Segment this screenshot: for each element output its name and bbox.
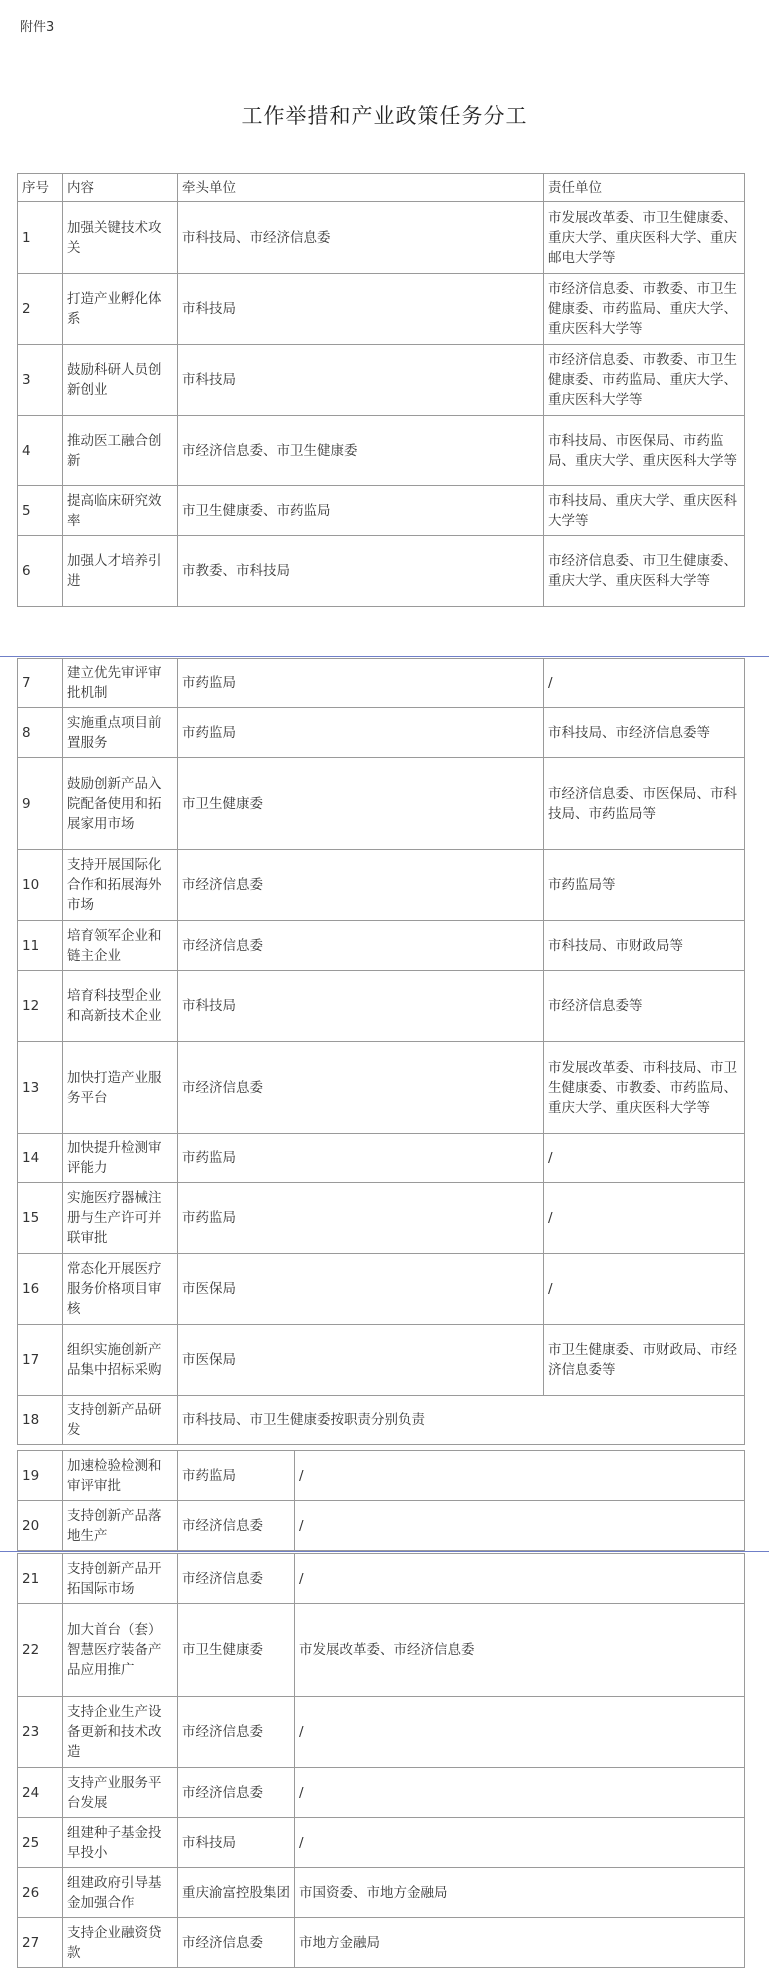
row-resp: 市经济信息委、市教委、市卫生健康委、市药监局、重庆大学、重庆医科大学等 [544, 345, 745, 416]
row-lead: 重庆渝富控股集团 [178, 1868, 295, 1918]
table-row [18, 536, 745, 607]
table-row [18, 486, 745, 536]
row-lead: 市经济信息委 [178, 1918, 295, 1968]
row-lead: 市科技局 [178, 274, 544, 345]
table-row [18, 1042, 745, 1134]
row-content: 常态化开展医疗服务价格项目审核 [63, 1254, 178, 1325]
row-resp: 市国资委、市地方金融局 [295, 1868, 745, 1918]
row-resp: / [544, 1183, 745, 1254]
table-row [18, 416, 745, 486]
row-lead: 市经济信息委 [178, 850, 544, 921]
row-no: 23 [18, 1697, 63, 1768]
row-lead: 市药监局 [178, 659, 544, 708]
table-header-row [18, 174, 745, 202]
row-resp: / [295, 1554, 745, 1604]
row-lead: 市经济信息委 [178, 1042, 544, 1134]
row-lead: 市经济信息委 [178, 921, 544, 971]
row-resp: 市药监局等 [544, 850, 745, 921]
row-resp: 市经济信息委、市医保局、市科技局、市药监局等 [544, 758, 745, 850]
row-content: 实施医疗器械注册与生产许可并联审批 [63, 1183, 178, 1254]
row-no: 4 [18, 416, 63, 486]
task-table-part-3 [17, 1553, 745, 1968]
table-row [18, 1697, 745, 1768]
row-lead: 市经济信息委 [178, 1554, 295, 1604]
row-lead: 市医保局 [178, 1254, 544, 1325]
row-no: 13 [18, 1042, 63, 1134]
table-row [18, 708, 745, 758]
row-lead: 市药监局 [178, 1451, 295, 1501]
row-resp: 市卫生健康委、市财政局、市经济信息委等 [544, 1325, 745, 1396]
row-no: 10 [18, 850, 63, 921]
row-resp: 市经济信息委等 [544, 971, 745, 1042]
table-row [18, 1868, 745, 1918]
task-table-part-1 [17, 173, 745, 607]
row-no: 8 [18, 708, 63, 758]
row-lead: 市经济信息委 [178, 1768, 295, 1818]
row-no: 7 [18, 659, 63, 708]
row-resp: / [544, 659, 745, 708]
row-content: 支持产业服务平台发展 [63, 1768, 178, 1818]
row-no: 18 [18, 1396, 63, 1445]
row-no: 3 [18, 345, 63, 416]
row-content: 支持创新产品研发 [63, 1396, 178, 1445]
row-no: 26 [18, 1868, 63, 1918]
row-no: 12 [18, 971, 63, 1042]
row-content: 支持开展国际化合作和拓展海外市场 [63, 850, 178, 921]
row-resp: / [295, 1451, 745, 1501]
row-no: 27 [18, 1918, 63, 1968]
row-lead: 市科技局、市经济信息委 [178, 202, 544, 274]
row-resp: / [295, 1818, 745, 1868]
row-resp: / [544, 1134, 745, 1183]
row-resp: / [295, 1697, 745, 1768]
header-content: 内容 [63, 174, 178, 202]
row-resp: 市经济信息委、市教委、市卫生健康委、市药监局、重庆大学、重庆医科大学等 [544, 274, 745, 345]
row-no: 1 [18, 202, 63, 274]
row-lead: 市科技局、市卫生健康委按职责分别负责 [178, 1396, 745, 1445]
table-row [18, 1918, 745, 1968]
row-content: 实施重点项目前置服务 [63, 708, 178, 758]
row-no: 20 [18, 1501, 63, 1551]
table-row [18, 1554, 745, 1604]
table-row [18, 274, 745, 345]
row-lead: 市经济信息委 [178, 1697, 295, 1768]
table-row [18, 921, 745, 971]
table-row [18, 758, 745, 850]
row-content: 鼓励创新产品入院配备使用和拓展家用市场 [63, 758, 178, 850]
row-content: 鼓励科研人员创新创业 [63, 345, 178, 416]
row-resp: / [295, 1768, 745, 1818]
row-resp: / [295, 1501, 745, 1551]
table-row [18, 850, 745, 921]
row-content: 建立优先审评审批机制 [63, 659, 178, 708]
table-row [18, 1451, 745, 1501]
table-row [18, 345, 745, 416]
row-resp: 市科技局、重庆大学、重庆医科大学等 [544, 486, 745, 536]
table-row [18, 1768, 745, 1818]
row-resp: 市科技局、市医保局、市药监局、重庆大学、重庆医科大学等 [544, 416, 745, 486]
row-lead: 市医保局 [178, 1325, 544, 1396]
row-resp: 市发展改革委、市经济信息委 [295, 1604, 745, 1697]
section-divider [0, 1551, 769, 1552]
row-content: 加强关键技术攻关 [63, 202, 178, 274]
row-resp: 市地方金融局 [295, 1918, 745, 1968]
row-content: 加大首台（套）智慧医疗装备产品应用推广 [63, 1604, 178, 1697]
attachment-label: 附件3 [20, 20, 55, 35]
row-lead: 市卫生健康委 [178, 758, 544, 850]
row-lead: 市药监局 [178, 1183, 544, 1254]
table-row [18, 1396, 745, 1445]
row-no: 16 [18, 1254, 63, 1325]
row-lead: 市药监局 [178, 708, 544, 758]
table-row [18, 1604, 745, 1697]
row-resp: 市科技局、市经济信息委等 [544, 708, 745, 758]
table-row [18, 659, 745, 708]
table-row [18, 1325, 745, 1396]
row-content: 支持创新产品开拓国际市场 [63, 1554, 178, 1604]
row-content: 加强人才培养引进 [63, 536, 178, 607]
task-table-part-2b [17, 1450, 745, 1551]
row-content: 加速检验检测和审评审批 [63, 1451, 178, 1501]
row-resp: / [544, 1254, 745, 1325]
row-resp: 市科技局、市财政局等 [544, 921, 745, 971]
row-lead: 市经济信息委 [178, 1501, 295, 1551]
row-content: 推动医工融合创新 [63, 416, 178, 486]
row-content: 组建种子基金投早投小 [63, 1818, 178, 1868]
row-no: 24 [18, 1768, 63, 1818]
table-row [18, 202, 745, 274]
row-lead: 市卫生健康委 [178, 1604, 295, 1697]
row-lead: 市科技局 [178, 345, 544, 416]
row-resp: 市发展改革委、市科技局、市卫生健康委、市教委、市药监局、重庆大学、重庆医科大学等 [544, 1042, 745, 1134]
table-row [18, 1818, 745, 1868]
row-content: 打造产业孵化体系 [63, 274, 178, 345]
row-no: 9 [18, 758, 63, 850]
row-no: 6 [18, 536, 63, 607]
header-resp: 责任单位 [544, 174, 745, 202]
row-no: 5 [18, 486, 63, 536]
row-resp: 市经济信息委、市卫生健康委、重庆大学、重庆医科大学等 [544, 536, 745, 607]
page-title: 工作举措和产业政策任务分工 [241, 104, 528, 128]
table-row [18, 971, 745, 1042]
header-lead: 牵头单位 [178, 174, 544, 202]
row-resp: 市发展改革委、市卫生健康委、重庆大学、重庆医科大学、重庆邮电大学等 [544, 202, 745, 274]
row-content: 组建政府引导基金加强合作 [63, 1868, 178, 1918]
row-lead: 市科技局 [178, 971, 544, 1042]
row-content: 组织实施创新产品集中招标采购 [63, 1325, 178, 1396]
row-no: 11 [18, 921, 63, 971]
section-divider [0, 656, 769, 657]
row-lead: 市科技局 [178, 1818, 295, 1868]
row-lead: 市卫生健康委、市药监局 [178, 486, 544, 536]
row-no: 19 [18, 1451, 63, 1501]
table-row [18, 1501, 745, 1551]
row-content: 加快打造产业服务平台 [63, 1042, 178, 1134]
row-no: 15 [18, 1183, 63, 1254]
row-no: 14 [18, 1134, 63, 1183]
row-lead: 市经济信息委、市卫生健康委 [178, 416, 544, 486]
row-lead: 市药监局 [178, 1134, 544, 1183]
row-no: 25 [18, 1818, 63, 1868]
row-content: 支持创新产品落地生产 [63, 1501, 178, 1551]
row-content: 培育科技型企业和高新技术企业 [63, 971, 178, 1042]
row-content: 支持企业融资贷款 [63, 1918, 178, 1968]
row-lead: 市教委、市科技局 [178, 536, 544, 607]
row-no: 22 [18, 1604, 63, 1697]
row-content: 支持企业生产设备更新和技术改造 [63, 1697, 178, 1768]
row-content: 加快提升检测审评能力 [63, 1134, 178, 1183]
row-content: 提高临床研究效率 [63, 486, 178, 536]
row-content: 培育领军企业和链主企业 [63, 921, 178, 971]
task-table-part-2 [17, 658, 745, 1445]
row-no: 17 [18, 1325, 63, 1396]
table-row [18, 1183, 745, 1254]
table-row [18, 1134, 745, 1183]
row-no: 21 [18, 1554, 63, 1604]
header-no: 序号 [18, 174, 63, 202]
row-no: 2 [18, 274, 63, 345]
table-row [18, 1254, 745, 1325]
